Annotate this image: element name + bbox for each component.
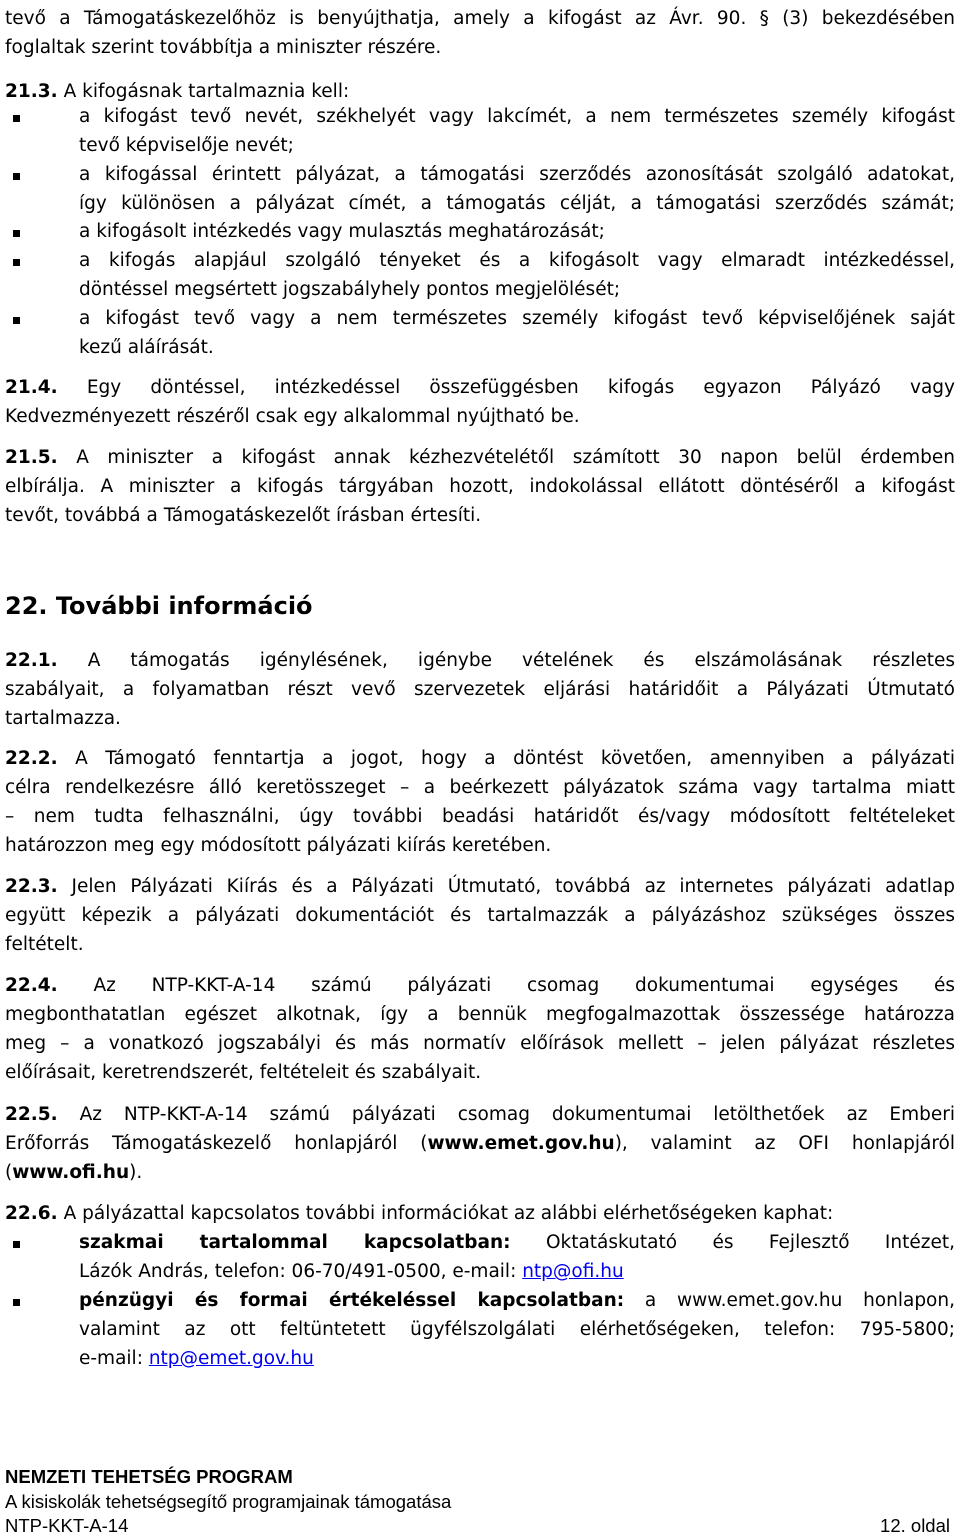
paragraph-line: foglaltak szerint továbbítja a miniszter részére.	[5, 37, 442, 58]
contact-label: pénzügyi és formai értékeléssel kapcsolatban:	[79, 1290, 625, 1311]
ofi-link[interactable]: www.ofi.hu	[12, 1162, 130, 1183]
bullet-icon	[13, 259, 20, 266]
bullet-line: döntéssel megsértett jogszabályhely pontos megjelölését;	[79, 279, 621, 300]
section-number: 22.3.	[5, 876, 58, 897]
bullet-icon	[13, 1299, 20, 1306]
section-number: 21.5.	[5, 447, 58, 468]
section-number: 22.2.	[5, 748, 58, 769]
paragraph-line: előírásait, keretrendszerét, feltételeit és szabályait.	[5, 1062, 482, 1083]
footer-code: NTP-KKT-A-14	[5, 1515, 129, 1536]
section-22-6	[5, 1202, 833, 1226]
paragraph-line: célra rendelkezésre álló keretösszeget – a beérkezett pályázatok száma vagy tartalma miatt	[5, 777, 955, 798]
ofi-email-link[interactable]: ntp@ofi.hu	[522, 1261, 624, 1282]
bullet-line: a kifogást tevő vagy a nem természetes személy kifogást tevő képviselőjének saját	[79, 308, 955, 329]
paragraph-line	[5, 1161, 142, 1185]
paragraph-line: elbírálja. A miniszter a kifogás tárgyában hozott, indokolással ellátott döntéséről a kifogást	[5, 476, 955, 497]
bullet-icon	[13, 317, 20, 324]
text-segment: (	[5, 1162, 13, 1183]
bullet-line: tevő képviselője nevét;	[79, 135, 294, 156]
text-segment: ), valamint az OFI honlapjáról	[614, 1133, 956, 1154]
contact-label: szakmai tartalommal kapcsolatban:	[79, 1232, 511, 1253]
text-segment: Lázók András, telefon: 06-70/491-0500, e-mail:	[79, 1261, 523, 1282]
contact-line: valamint az ott feltüntetett ügyfélszolgálati elérhetőségeken, telefon: 795-5800;	[79, 1319, 955, 1340]
section-number: 21.3.	[5, 81, 58, 102]
contact-org: a www.emet.gov.hu honlapon,	[644, 1290, 955, 1311]
bullet-line: így különösen a pályázat címét, a támogatás célját, a támogatási szerződés számát;	[79, 193, 955, 214]
paragraph-line: Kedvezményezett részéről csak egy alkalommal nyújtható be.	[5, 406, 580, 427]
footer-title: NEMZETI TEHETSÉG PROGRAM	[5, 1466, 293, 1487]
section-22-4	[5, 974, 955, 998]
section-number: 22.1.	[5, 650, 58, 671]
text-segment: Erőforrás Támogatáskezelő honlapjáról (	[5, 1133, 428, 1154]
bullet-icon	[13, 115, 20, 122]
bullet-line: a kifogást tevő nevét, székhelyét vagy lakcímét, a nem természetes személy kifogást	[79, 106, 955, 127]
section-number: 22.6.	[5, 1203, 58, 1224]
contact-line	[79, 1289, 955, 1313]
contact-line	[79, 1347, 314, 1371]
section-text: A támogatás igénylésének, igénybe vételének és elszámolásának részletes	[87, 650, 955, 671]
section-number: 22.4.	[5, 975, 58, 996]
section-text: Egy döntéssel, intézkedéssel összefüggésben kifogás egyazon Pályázó vagy	[86, 377, 955, 398]
section-22-3	[5, 875, 955, 899]
paragraph-line: feltételt.	[5, 934, 84, 955]
section-22-2	[5, 747, 955, 771]
section-22-1	[5, 649, 955, 673]
bullet-line: a kifogással érintett pályázat, a támogatási szerződés azonosítását szolgáló adatokat,	[79, 164, 955, 185]
bullet-line: a kifogás alapjául szolgáló tényeket és a kifogásolt vagy elmaradt intézkedéssel,	[79, 250, 955, 271]
bullet-line: kezű aláírását.	[79, 337, 214, 358]
paragraph-line: együtt képezik a pályázati dokumentációt és tartalmazzák a pályázáshoz szükséges összes	[5, 905, 955, 926]
section-text: A Támogató fenntartja a jogot, hogy a döntést követően, amennyiben a pályázati	[75, 748, 955, 769]
section-text: A pályázattal kapcsolatos további információkat az alábbi elérhetőségeken kaphat:	[63, 1203, 834, 1224]
section-21-4	[5, 376, 955, 400]
text-segment: ).	[129, 1162, 143, 1183]
contact-line	[79, 1231, 955, 1255]
paragraph-line: tevőt, továbbá a Támogatáskezelőt írásban értesíti.	[5, 505, 482, 526]
section-21-5	[5, 446, 955, 470]
section-text: Jelen Pályázati Kiírás és a Pályázati Útmutató, továbbá az internetes pályázati adatlap	[71, 876, 955, 897]
paragraph-line: meg – a vonatkozó jogszabályi és más normatív előírások mellett – jelen pályázat részletes	[5, 1033, 955, 1054]
section-text: A kifogásnak tartalmaznia kell:	[63, 81, 350, 102]
section-text: Az NTP-KKT-A-14 számú pályázati csomag dokumentumai letölthetőek az Emberi	[79, 1104, 955, 1125]
section-21-3	[5, 80, 349, 104]
footer-meta	[5, 1514, 955, 1538]
emet-email-link[interactable]: ntp@emet.gov.hu	[148, 1348, 314, 1369]
section-number: 21.4.	[5, 377, 58, 398]
section-text: Az NTP-KKT-A-14 számú pályázati csomag dokumentumai egységes és	[93, 975, 955, 996]
section-text: A miniszter a kifogást annak kézhezvételétől számított 30 napon belül érdemben	[76, 447, 955, 468]
paragraph-line: tevő a Támogatáskezelőhöz is benyújthatja, amely a kifogást az Ávr. 90. § (3) bekezdésében	[5, 8, 955, 29]
section-22-5	[5, 1103, 955, 1127]
text-segment: e-mail:	[79, 1348, 149, 1369]
paragraph-line: – nem tudta felhasználni, úgy további beadási határidőt és/vagy módosított feltételeket	[5, 806, 955, 827]
page-number: 12. oldal	[880, 1515, 950, 1536]
bullet-icon	[13, 230, 20, 237]
paragraph-line: szabályait, a folyamatban részt vevő szervezetek eljárási határidőit a Pályázati Útmutató	[5, 679, 955, 700]
paragraph-line: tartalmazza.	[5, 708, 121, 729]
bullet-icon	[13, 1241, 20, 1248]
section-number: 22.5.	[5, 1104, 58, 1125]
paragraph-line: határozzon meg egy módosított pályázati kiírás keretében.	[5, 835, 552, 856]
paragraph-line: megbonthatatlan egészet alkotnak, így a bennük megfogalmazottak összessége határozza	[5, 1004, 955, 1025]
bullet-line: a kifogásolt intézkedés vagy mulasztás meghatározását;	[79, 221, 605, 242]
footer-subtitle: A kisiskolák tehetségsegítő programjainak támogatása	[5, 1491, 452, 1512]
contact-org: Oktatáskutató és Fejlesztő Intézet,	[545, 1232, 955, 1253]
bullet-icon	[13, 173, 20, 180]
emet-link[interactable]: www.emet.gov.hu	[427, 1133, 615, 1154]
heading-22: 22. További információ	[5, 592, 313, 620]
paragraph-line	[5, 1132, 955, 1156]
contact-line	[79, 1260, 624, 1284]
